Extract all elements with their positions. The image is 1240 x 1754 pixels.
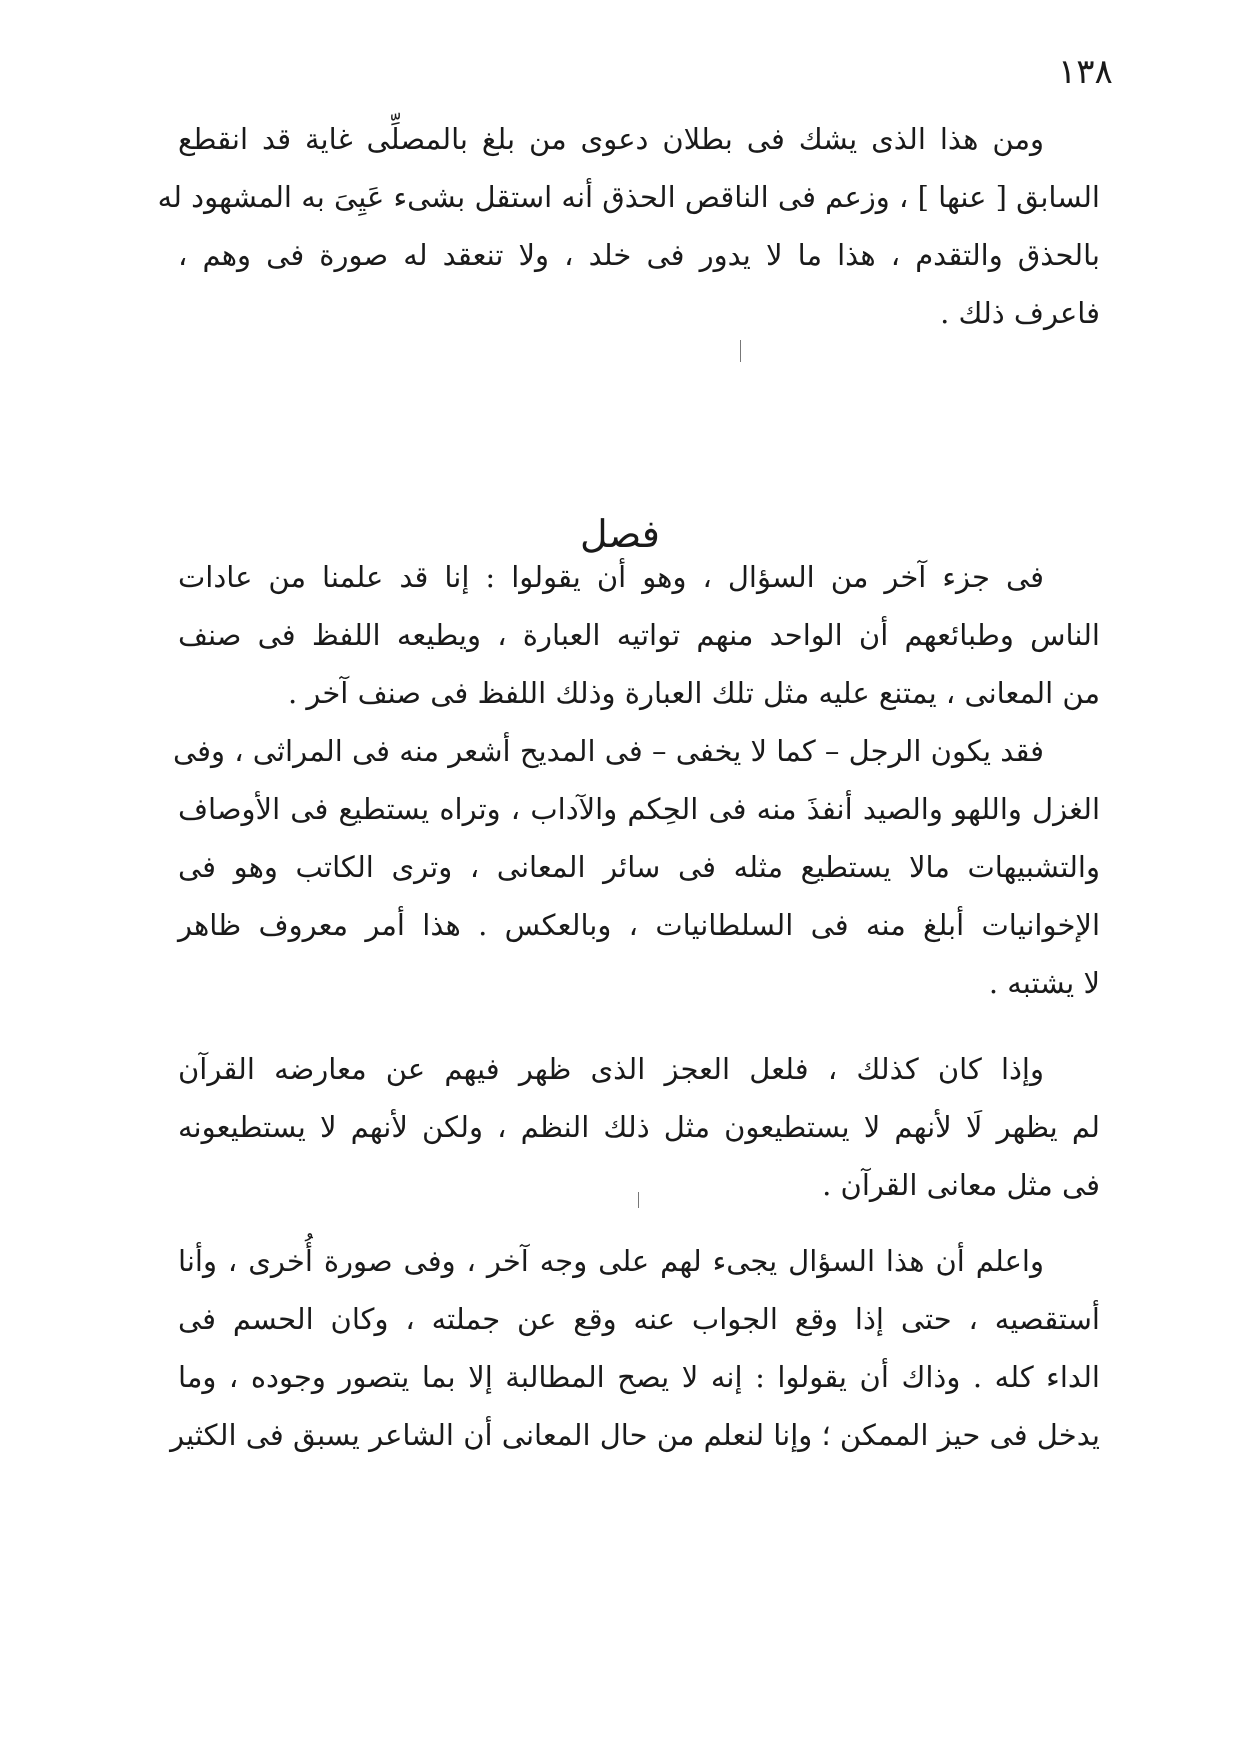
text-line: ومن هذا الذى يشك فى بطلان دعوى من بلغ بالمصلِّى غاية قد انقطع: [178, 122, 1044, 156]
text-line: الداء كله . وذاك أن يقولوا : إنه لا يصح المطالبة إلا بما يتصور وجوده ، وما: [178, 1360, 1100, 1394]
text-line: السابق [ عنها ] ، وزعم فى الناقص الحذق أنه استقل بشىء عَيِىَ به المشهود له: [157, 180, 1100, 214]
section-title: فصل: [580, 512, 660, 556]
text-line: فاعرف ذلك .: [940, 296, 1100, 330]
scan-speck: [740, 340, 741, 362]
text-line: لا يشتبه .: [988, 966, 1100, 1000]
text-line: الناس وطبائعهم أن الواحد منهم تواتيه العبارة ، ويطيعه اللفظ فى صنف: [178, 618, 1100, 652]
text-line: يدخل فى حيز الممكن ؛ وإنا لنعلم من حال المعانى أن الشاعر يسبق فى الكثير: [170, 1418, 1100, 1452]
text-line: الإخوانيات أبلغ منه فى السلطانيات ، وبالعكس . هذا أمر معروف ظاهر: [178, 908, 1100, 942]
text-line: الغزل واللهو والصيد أنفذَ منه فى الحِكم والآداب ، وتراه يستطيع فى الأوصاف: [178, 792, 1100, 826]
text-line: لم يظهر لَا لأنهم لا يستطيعون مثل ذلك النظم ، ولكن لأنهم لا يستطيعونه: [178, 1110, 1100, 1144]
text-line: فى مثل معانى القرآن .: [822, 1168, 1100, 1202]
text-line: فى جزء آخر من السؤال ، وهو أن يقولوا : إنا قد علمنا من عادات: [178, 560, 1044, 594]
text-line: بالحذق والتقدم ، هذا ما لا يدور فى خلد ، ولا تنعقد له صورة فى وهم ،: [178, 238, 1100, 272]
scan-speck: [638, 1192, 639, 1208]
text-line: واعلم أن هذا السؤال يجىء لهم على وجه آخر ، وفى صورة أُخرى ، وأنا: [178, 1244, 1044, 1278]
paragraph-4: [178, 1040, 1100, 1214]
paragraph-5: [170, 1232, 1100, 1464]
text-line: من المعانى ، يمتنع عليه مثل تلك العبارة وذلك اللفظ فى صنف آخر .: [287, 676, 1100, 710]
text-line: والتشبيهات مالا يستطيع مثله فى سائر المعانى ، وترى الكاتب وهو فى: [178, 850, 1100, 884]
page-number: ١٣٨: [1058, 52, 1113, 92]
text-line: وإذا كان كذلك ، فلعل العجز الذى ظهر فيهم عن معارضه القرآن: [178, 1052, 1044, 1086]
paragraph-3: [172, 722, 1100, 1012]
text-line: فقد يكون الرجل – كما لا يخفى – فى المديح أشعر منه فى المراثى ، وفى: [172, 734, 1044, 768]
paragraph-1: [157, 110, 1100, 342]
paragraph-2: [178, 548, 1100, 722]
text-line: أستقصيه ، حتى إذا وقع الجواب عنه وقع عن جملته ، وكان الحسم فى: [178, 1302, 1100, 1336]
